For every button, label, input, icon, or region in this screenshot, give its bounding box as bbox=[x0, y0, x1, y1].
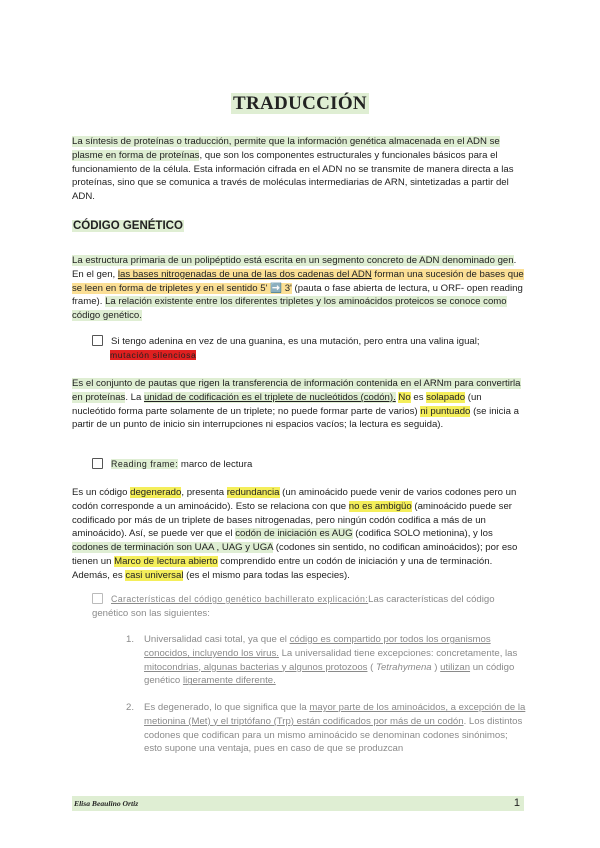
page-title: TRADUCCIÓN bbox=[233, 93, 367, 114]
characteristics-link[interactable]: Características del código genético bachillerato explicación: bbox=[111, 594, 369, 604]
page-footer bbox=[72, 796, 524, 811]
list-item: 1. Universalidad casi total, ya que el código es compartido por todos los organismos conocidos, incluyendo los virus. La universalidad tiene excepciones: concretamente, las mitocondrias, algunas bacterias y algunos protozoos ( Tetrahymena ) utilizan un código genético ligeramente diferente. bbox=[126, 634, 518, 687]
checklist-item-mutation: Si tengo adenina en vez de una guanina, es una mutación, pero entra una valina igual; mutación silenciosa bbox=[92, 335, 522, 363]
code-properties-paragraph: Es un código degenerado, presenta redundancia (un aminoácido puede venir de varios codones pero un codón corresponde a un aminoácido). Esto se relaciona con que no es ambigüo (aminoácido puede ser codificado por más de un triplete de bases nitrogenadas, pero ningún codón codifica a más de un aminoácido). Así, se puede ver que el codón de iniciación es AUG (codifica SOLO metionina), y los codones de terminación son UAA , UAG y UGA (codones sin sentido, no codifican aminoácidos); por eso tienen un Marco de lectura abierto comprendido entre un codón de iniciación y una de terminación. Además, es casi universal (es el mismo para todas las especies). bbox=[72, 487, 518, 581]
checkbox-icon[interactable] bbox=[92, 593, 103, 604]
checklist-item-reading-frame: Reading frame: marco de lectura bbox=[92, 458, 522, 472]
checkbox-icon[interactable] bbox=[92, 458, 103, 469]
checklist-item-characteristics: Características del código genético bachillerato explicación:Las características del código genético son las siguientes: bbox=[92, 594, 495, 619]
section-heading: CÓDIGO GENÉTICO bbox=[73, 220, 183, 232]
checkbox-icon[interactable] bbox=[92, 335, 103, 346]
list-item: 2. Es degenerado, lo que significa que la mayor parte de los aminoácidos, a excepción de la metionina (Met) y el triptófano (Trp) están codificados por más de un codón. Los distintos codones que codifican para un mismo aminoácido se denominan codones sinónimos; esto supone una ventaja, pues en caso de que se produzcan bbox=[126, 702, 526, 755]
page-number: 1 bbox=[513, 797, 520, 809]
gene-paragraph: La estructura primaria de un polipéptido está escrita en un segmento concreto de ADN denominado gen. En el gen, las bases nitrogenadas de una de las dos cadenas del ADN forman una sucesión de bases que se leen en forma de tripletes y en el sentido 5' ➡️ 3' (pauta o fase abierta de lectura, u ORF- open reading frame). La relación existente entre los diferentes tripletes y los aminoácidos proteicos se conoce como código genético. bbox=[72, 255, 524, 322]
code-definition-paragraph: Es el conjunto de pautas que rigen la transferencia de información contenida en el ARNm para convertirla en proteínas. La unidad de codificación es el triplete de nucleótidos (codón). No es solapado (un nucleótido forma parte solamente de un triplete; no puede formar parte de varios) ni puntuado (se inicia a partir de un punto de inicio sin interrupciones ni espacios vacíos; la lectura es seguida). bbox=[72, 378, 521, 431]
mutation-tag: mutación silenciosa bbox=[110, 349, 197, 360]
footer-author: Elisa Beaulino Ortiz bbox=[74, 799, 139, 808]
intro-paragraph: La síntesis de proteínas o traducción, permite que la información genética almacenada en el ADN se plasme en forma de proteínas, que son los componentes estructurales y funcionales básicos para el funcionamiento de la célula. Esta información cifrada en el ADN no se transmite de manera directa a las proteínas, sino que se comunica a través de moléculas intermediarias de ARN, sintetizadas a partir del ADN. bbox=[72, 136, 514, 203]
